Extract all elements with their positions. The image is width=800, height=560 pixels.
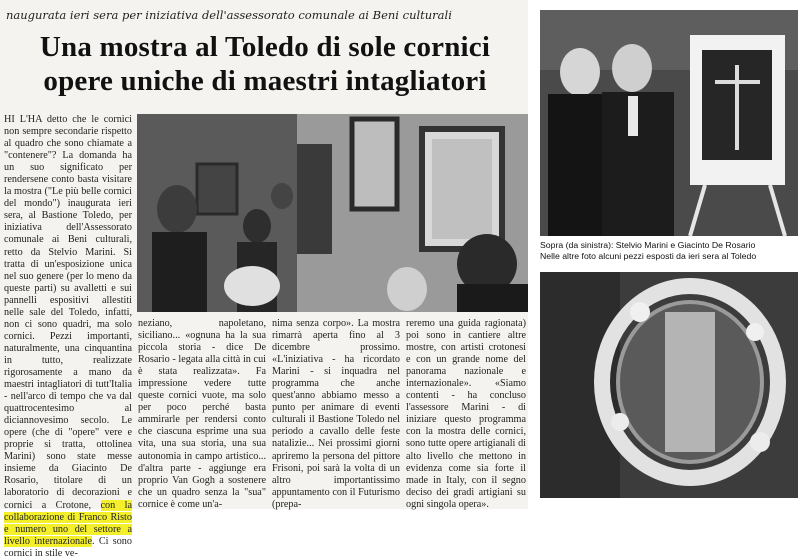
portrait-photo-image [540,10,798,236]
article-column-3: nima senza corpo». La mostra rimarrà aperta fino al 3 dicembre prossimo. «L'iniziativa - ha ricordato Marini - si inquadra nel programma che anche quest'anno abbiamo messo a punto per animare di eventi culturali il Bastione Toledo nel periodo a cavallo delle feste natalizie... Nei prossimi giorni apriremo la persona del pittore Frisoni, poi sarà la volta di un altro importantissimo appuntamento con il Futurismo (prepa- [272,318,400,510]
exhibition-photo-visitors [137,114,528,312]
photo-marini-derosario [540,10,798,236]
carved-frame-image [540,272,798,498]
article-kicker: naugurata ieri sera per iniziativa dell'assessorato comunale ai Beni culturali [6,8,452,22]
article-column-2: neziano, napoletano, siciliano... «ognuna ha la sua piccola storia - dice De Rosario - legata alla città in cui è stata realizzata». Fa impressione vedere tutte queste cornici vuote, ma solo per poco perché basta ammirarle per rendersi conto che ciascuna esprime una sua vita, una sua storia, una sua autonomia in campo artistico... d'altra parte - aggiunge era proprio Van Gogh a sostenere che un quadro senza la "sua" cornice è come un'a- [138,318,266,510]
column-1-body: HI L'HA detto che le cornici non sempre secondarie rispetto al quadro che sono chiamate a "contenere"? La domanda ha un suo significato per rendersene conto basta visitare la mostra ("Le più belle cornici del mondo") inaugurata ieri sera, al Bastione Toledo, per iniziativa dell'Assessorato comunale ai Beni culturali, retto da Stelvio Marini. Si tratta di un'esposizione unica nel suo genere (per lo meno da queste parti) su avalletti e sui pannelli espositivi allestiti nelle sale del Toledo, infatti, non ci sono quadri, ma solo cornici. Pezzi importanti, naturalmente, una cinquantina in tutto, realizzate rigorosamente a mano da maestri intagliatori di tutt'Italia - nell'arco di tempo che va dal quattrocentesimo al diciannovesimo secolo. Le opere (che di "opere" vere e proprie si tratta, ottolinea Marini) sono state messe insieme da Giacinto De Rosario, titolare di un laboratorio di decorazioni e cornici a Crotone, [4,114,132,511]
caption-line-2: Nelle altre foto alcuni pezzi esposti da ieri sera al Toledo [540,251,757,261]
photo-carved-frame [540,272,798,498]
column-1-text [4,114,132,560]
photo-caption [540,240,798,262]
headline-line-2: opere uniche di maestri intagliatori [43,65,487,97]
article-column-4: reremo una guida ragionata) poi sono in cantiere altre mostre, con artisti crotonesi e con un grande nome del panorama nazionale e internazionale». «Siamo contenti - ha concluso l'assessore Marini - di iniziare questo programma con la mostra delle cornici, sono tutte opere artigianali di alto livello che mettono in evidenza come sia forte il made in Italy, con il segno deciso dei gradi artigiani su ogni singola opera». [406,318,526,510]
article-column-1 [4,114,132,559]
highlighted-passage: con la collaborazione di Franco Risto e numero uno del settore a livello internazionale [4,499,132,547]
article-headline [4,30,526,98]
visitors-photo-image [137,114,528,312]
caption-line-1: Sopra (da sinistra): Stelvio Marini e Giacinto De Rosario [540,240,756,250]
column-1-tail: . Ci sono cornici in stile ve- [4,535,132,559]
headline-line-1: Una mostra al Toledo di sole cornici [39,31,491,63]
